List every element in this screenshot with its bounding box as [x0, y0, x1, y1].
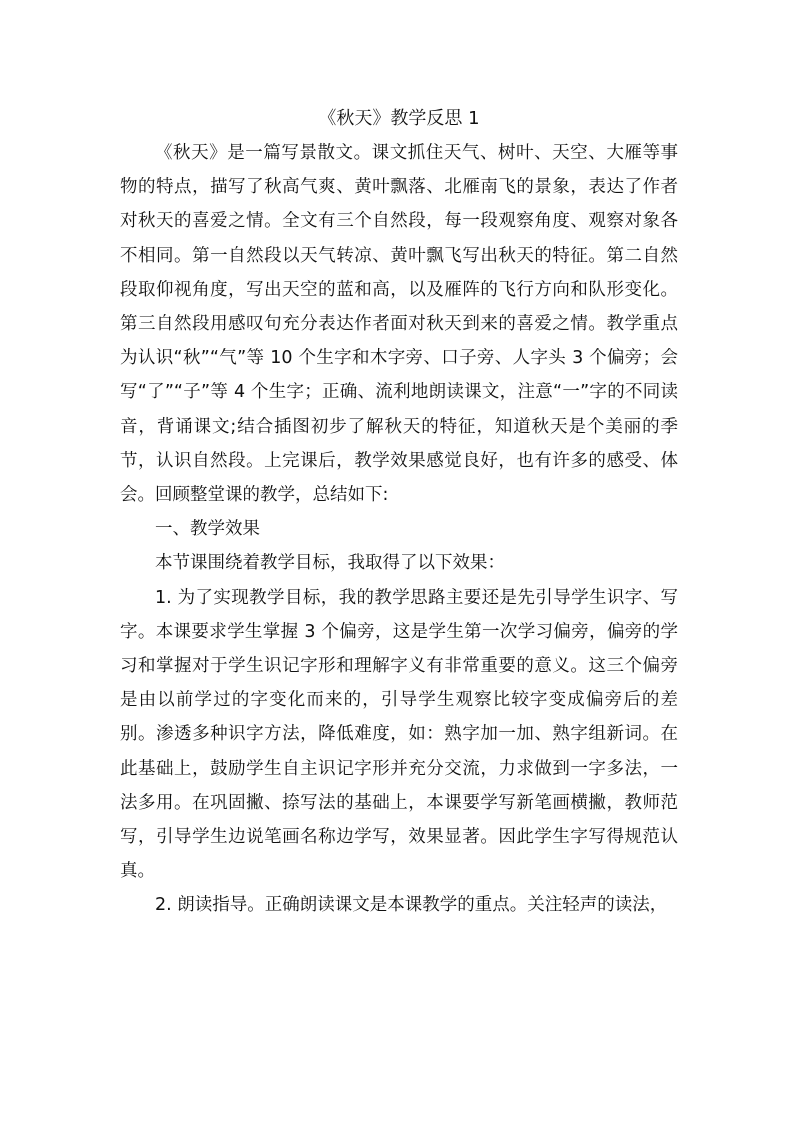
document-page [120, 102, 678, 923]
section-lead-paragraph: 本节课围绕着教学目标，我取得了以下效果： [155, 553, 505, 574]
section-heading-teaching-effect: 一、教学效果 [155, 519, 260, 540]
point-2-paragraph: 2. 朗读指导。正确朗读课文是本课教学的重点。关注轻声的读法， [155, 895, 668, 916]
document-title: 《秋天》教学反思 1 [318, 108, 480, 129]
intro-paragraph: 《秋天》是一篇写景散文。课文抓住天气、树叶、天空、大雁等事物的特点，描写了秋高气爽、黄叶飘落、北雁南飞的景象，表达了作者对秋天的喜爱之情。全文有三个自然段，每一段观察角度、观察对象各不相同。第一自然段以天气转凉、黄叶飘飞写出秋天的特征。第二自然段取仰视角度，写出天空的蓝和高，以及雁阵的飞行方向和队形变化。第三自然段用感叹句充分表达作者面对秋天到来的喜爱之情。教学重点为认识“秋”“气”等 10 个生字和木字旁、口子旁、人字头 3 个偏旁；会写“了”“子”等 4 个生字；正确、流利地朗读课文，注意“一”字的不同读音，背诵课文;结合插图初步了解秋天的特征，知道秋天是个美丽的季节，认识自然段。上完课后，教学效果感觉良好，也有许多的感受、体会。回顾整堂课的教学，总结如下: [120, 143, 678, 506]
point-1-paragraph: 1. 为了实现教学目标，我的教学思路主要还是先引导学生识字、写字。本课要求学生掌握 3 个偏旁，这是学生第一次学习偏旁，偏旁的学习和掌握对于学生识记字形和理解字义有非常重要的意义。这三个偏旁是由以前学过的字变化而来的，引导学生观察比较字变成偏旁后的差别。渗透多种识字方法，降低难度，如：熟字加一加、熟字组新词。在此基础上，鼓励学生自主识记字形并充分交流，力求做到一字多法，一法多用。在巩固撇、捺写法的基础上，本课要学写新笔画横撇，教师范写，引导学生边说笔画名称边学写，效果显著。因此学生字写得规范认真。 [120, 587, 678, 882]
